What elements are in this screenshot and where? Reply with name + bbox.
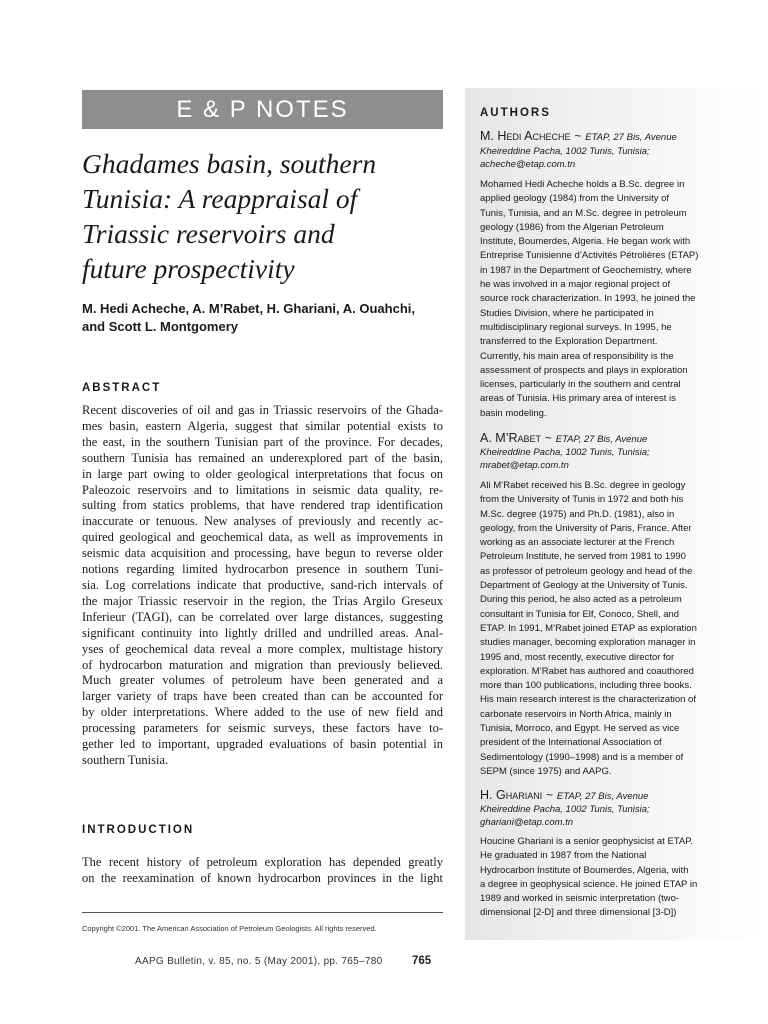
introduction-body bbox=[82, 855, 443, 887]
author-email: acheche@etap.com.tn bbox=[480, 159, 576, 170]
text-line: Entreprise Tunisienne d’Activités Pétrolières (ETAP) bbox=[480, 250, 699, 262]
introduction-heading: INTRODUCTION bbox=[82, 824, 195, 836]
footnote-rule bbox=[82, 912, 443, 913]
text-line: His main research interest is the characterization of bbox=[480, 694, 696, 706]
text-line: Houcine Ghariani is a senior geophysicist at ETAP. bbox=[480, 836, 693, 847]
author-affiliation bbox=[480, 145, 650, 171]
text-line: Mohamed Hedi Acheche holds a B.Sc. degree in bbox=[480, 179, 685, 190]
text-line: gether led to important, upgraded evaluations of basin potential in bbox=[82, 737, 443, 752]
text-line: he was involved in a major regional project of bbox=[480, 279, 671, 291]
text-line: Department of Geology at the University of Tunis. bbox=[480, 580, 688, 592]
text-line: 1989 and worked in seismic interpretation (two- bbox=[480, 893, 680, 905]
text-line: more than 100 publications, including three books. bbox=[480, 680, 692, 692]
text-line: yses of geochemical data reveal a more complex, multistage history bbox=[82, 641, 443, 656]
author-bio bbox=[480, 178, 698, 421]
text-line: Petroleum Institute, he served from 1981 to 1990 bbox=[480, 551, 686, 563]
text-line: dimensional [2-D] and three dimensional [3-D]) bbox=[480, 907, 677, 919]
text-line: transferred to the Exploration Department. bbox=[480, 336, 658, 348]
text-line: geology, from the University of Paris, France. After bbox=[480, 522, 692, 534]
author-address: ETAP, 27 Bis, Avenue bbox=[585, 132, 677, 143]
text-line: from the University of Tunis in 1972 and both his bbox=[480, 494, 684, 506]
text-line: president of the International Association of bbox=[480, 737, 662, 749]
text-line: Hydrocarbon Institute of Boumerdes, Algeria, with bbox=[480, 864, 689, 876]
text-line: geology (1986) from the Algerian Petroleum bbox=[480, 221, 664, 233]
author-name: H. Ghariani bbox=[480, 788, 543, 802]
abstract-body bbox=[82, 403, 443, 769]
text-line: mes basin, eastern Algeria, suggest that similar potential exists to bbox=[82, 418, 443, 433]
byline-line: M. Hedi Acheche, A. M’Rabet, H. Ghariani, A. Ouahchi, bbox=[82, 301, 415, 316]
text-line: significant continuity into lightly drilled and undrilled areas. Anal- bbox=[82, 625, 443, 640]
text-line: of hydrocarbon maturation and migration than previously believed. bbox=[82, 657, 443, 672]
title-line: Ghadames basin, southern bbox=[82, 148, 377, 179]
tilde-separator: ~ bbox=[574, 131, 582, 143]
text-line: Tunisia, Morroco, and Egypt. He served as vice bbox=[480, 723, 680, 735]
text-line: carbonate reservoirs in North Africa, mainly in bbox=[480, 708, 672, 720]
text-line: sulting from statics problems, that have rendered trap identification bbox=[82, 498, 443, 513]
text-line: Recent discoveries of oil and gas in Triassic reservoirs of the Ghada- bbox=[82, 403, 443, 417]
tilde-separator: ~ bbox=[545, 433, 552, 445]
copyright-notice: Copyright ©2001. The American Association of Petroleum Geologists. All rights reserved. bbox=[82, 924, 377, 933]
text-line: Institute, Boumerdes, Algeria. He began work with bbox=[480, 236, 691, 248]
author-name-line bbox=[480, 431, 647, 445]
text-line: basin modeling. bbox=[480, 407, 547, 419]
text-line: the east, in the southern Tunisian part of the province. For decades, bbox=[82, 434, 443, 449]
page-number: 765 bbox=[412, 955, 432, 967]
text-line: studies manager, becoming exploration manager in bbox=[480, 637, 696, 649]
text-line: in 1987 in the Department of Geochemistry, where bbox=[480, 264, 692, 276]
text-line: in large part owing to older geological interpretations that focus on bbox=[82, 466, 443, 481]
author-byline bbox=[82, 300, 454, 336]
text-line: licenses, particularly in the southern and central bbox=[480, 379, 681, 391]
author-address: ETAP, 27 Bis, Avenue bbox=[556, 791, 649, 802]
text-line: Sedimentology (1990–1998) and is a member of bbox=[480, 751, 684, 763]
text-line: seismic data acquisition and processing, have begun to reverse older bbox=[82, 546, 443, 561]
text-line: quired geological and geochemical data, as well as improvements in bbox=[82, 530, 443, 545]
author-email: mrabet@etap.com.tn bbox=[480, 460, 569, 471]
journal-citation: AAPG Bulletin, v. 85, no. 5 (May 2001), pp. 765–780 bbox=[135, 956, 383, 967]
text-line: notions regarding limited hydrocarbon presence in southern Tuni- bbox=[82, 562, 443, 577]
text-line: Tunis, Tunisia, and an M.Sc. degree in petroleum bbox=[480, 207, 687, 219]
text-line: SEPM (since 1975) and AAPG. bbox=[480, 765, 612, 777]
text-line: Much greater volumes of petroleum have been generated and a bbox=[82, 673, 443, 688]
text-line: exploration. M’Rabet has authored and coauthored bbox=[480, 665, 694, 677]
author-name: M. Hedi Acheche bbox=[480, 129, 571, 143]
text-line: Ali M’Rabet received his B.Sc. degree in geology bbox=[480, 480, 686, 491]
author-name: A. M’Rabet bbox=[480, 431, 542, 445]
section-banner: E & P NOTES bbox=[82, 90, 443, 129]
author-affiliation bbox=[480, 446, 650, 472]
text-line: sia. Log correlations indicate that productive, sand-rich intervals of bbox=[82, 577, 443, 592]
author-bio bbox=[480, 835, 698, 921]
text-line: applied geology (1984) from the University of bbox=[480, 193, 670, 205]
text-line: source rock characterization. In 1993, he joined the bbox=[480, 293, 696, 305]
text-line: southern Tunisia has remained an underexplored part of the basin, bbox=[82, 450, 443, 465]
text-line: Studies Division, where he participated in bbox=[480, 307, 654, 319]
article-title bbox=[82, 146, 452, 286]
text-line: processing parameters for seismic surveys, these factors have to- bbox=[82, 721, 443, 736]
affiliation-line: Kheireddine Pacha, 1002 Tunis, Tunisia; bbox=[480, 447, 650, 458]
text-line: ETAP. In 1991, M’Rabet joined ETAP as exploration bbox=[480, 622, 697, 634]
title-line: Triassic reservoirs and bbox=[82, 218, 335, 249]
text-line: areas of Tunisia. His primary area of interest is bbox=[480, 393, 676, 405]
author-address: ETAP, 27 Bis, Avenue bbox=[555, 434, 648, 445]
text-line: He graduated in 1987 from the National bbox=[480, 850, 647, 862]
authors-heading: AUTHORS bbox=[480, 107, 551, 119]
text-line: During this period, he also acted as a petroleum bbox=[480, 594, 682, 606]
text-line: on the reexamination of known hydrocarbon provinces in the light bbox=[82, 870, 443, 885]
author-email: ghariani@etap.com.tn bbox=[480, 817, 574, 828]
text-line: larger variety of traps have been created than can be accounted for bbox=[82, 689, 443, 704]
tilde-separator: ~ bbox=[546, 790, 553, 802]
author-name-line bbox=[480, 129, 677, 143]
title-line: future prospectivity bbox=[82, 253, 295, 284]
author-name-line bbox=[480, 788, 648, 802]
text-line: multidisciplinary regional surveys. In 1995, he bbox=[480, 321, 672, 333]
title-line: Tunisia: A reappraisal of bbox=[82, 183, 358, 214]
text-line: Currently, his main area of responsibility is the bbox=[480, 350, 674, 362]
text-line: The recent history of petroleum exploration has depended greatly bbox=[82, 855, 443, 869]
abstract-heading: ABSTRACT bbox=[82, 382, 162, 394]
affiliation-line: Kheireddine Pacha, 1002 Tunis, Tunisia; bbox=[480, 146, 650, 157]
text-line: consultant in Tunisia for Elf, Conoco, Shell, and bbox=[480, 608, 680, 620]
text-line: southern Tunisia. bbox=[82, 752, 169, 767]
text-line: a degree in geophysical science. He joined ETAP in bbox=[480, 878, 698, 890]
text-line: the major Triassic reservoir in the region, the Trias Argilo Greseux bbox=[82, 593, 443, 608]
text-line: inaccurate or tenuous. New analyses of previously and recently ac- bbox=[82, 514, 443, 529]
text-line: M.Sc. degree (1975) and Ph.D. (1981), also in bbox=[480, 508, 675, 520]
text-line: Paleozoic reservoirs and to limitations in seismic data quality, re- bbox=[82, 482, 443, 497]
text-line: 1995 and, most recently, executive director for bbox=[480, 651, 675, 663]
text-line: Inferieur (TAGI), can be correlated over large distances, suggesting bbox=[82, 609, 443, 624]
text-line: by older interpretations. Where added to the use of new field and bbox=[82, 705, 443, 720]
text-line: working as an associate lecturer at the French bbox=[480, 537, 675, 549]
text-line: as professor of petroleum geology and head of the bbox=[480, 565, 693, 577]
byline-line: and Scott L. Montgomery bbox=[82, 319, 238, 334]
author-affiliation bbox=[480, 803, 650, 829]
affiliation-line: Kheireddine Pacha, 1002 Tunis, Tunisia; bbox=[480, 804, 650, 815]
author-bio bbox=[480, 479, 698, 779]
text-line: assessment of prospects and plays in exploration bbox=[480, 364, 688, 376]
